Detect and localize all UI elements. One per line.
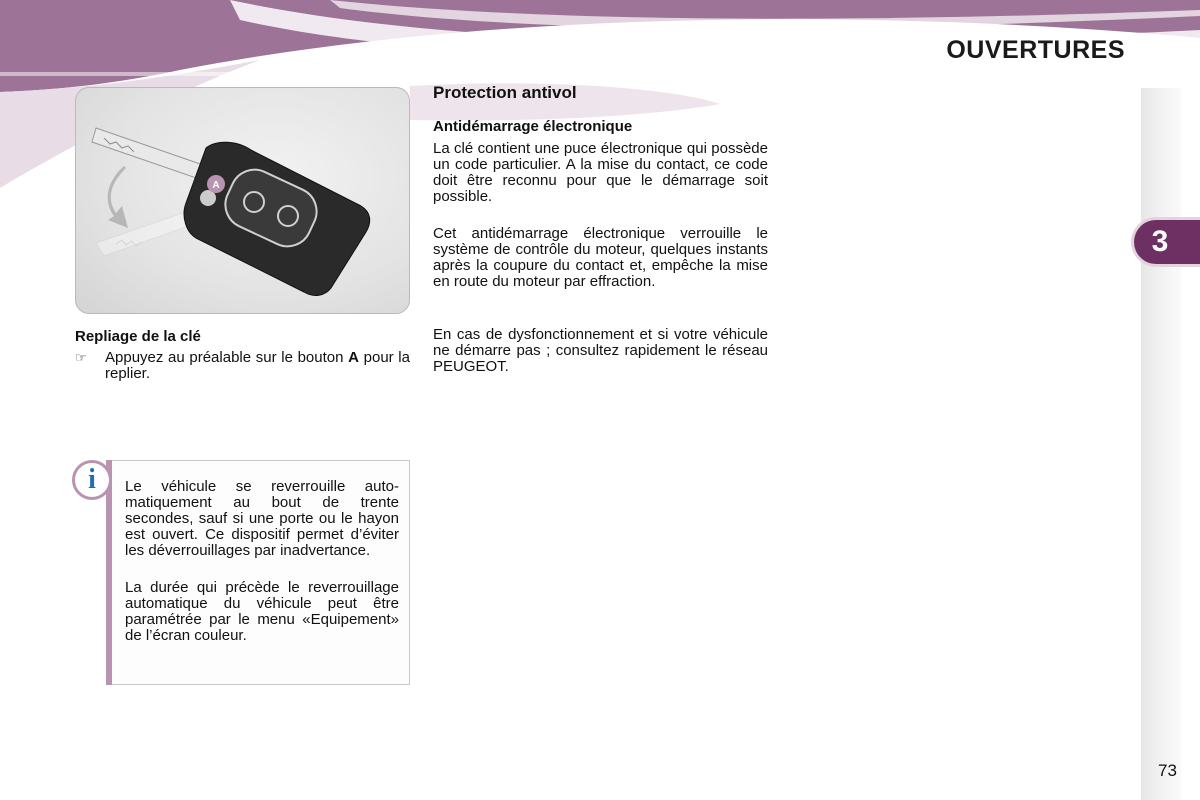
key-photo <box>75 87 410 314</box>
info-icon: i <box>72 460 112 500</box>
fold-heading: Repliage de la clé <box>75 328 201 345</box>
key-blade-icon <box>92 128 206 180</box>
antistart-paragraph-2: Cet antidémarrage électronique verrouille le système de contrôle du moteur, quelques instants après la coupure du contact et, empêche la mise en route du moteur par effraction. <box>433 225 768 290</box>
malfunction-paragraph: En cas de dysfonctionnement et si votre véhicule ne démarre pas ; consultez rapidement le réseau PEUGEOT. <box>433 326 768 375</box>
info-box-accent-bar <box>106 460 112 685</box>
info-paragraph-1: Le véhicule se reverrouille automatiquement au bout de trente secondes, sauf si une porte ou le hayon est ouvert. Ce dispositif permet d’éviter les déverrouillages par inadvertance. <box>125 478 399 559</box>
page-number: 73 <box>1158 761 1177 780</box>
fold-arrow-icon <box>108 166 128 228</box>
info-paragraph-2: La durée qui précède le reverrouillage automatique du véhicule peut être paramétrée par le menu «Equipement» de l’écran couleur. <box>125 579 399 644</box>
fold-text-before: Appuyez au préalable sur le bouton <box>105 349 349 366</box>
antistart-paragraph-1: La clé contient une puce électronique qui possède un code particulier. A la mise du contact, ce code doit être reconnu pour que le démarrage soit possible. <box>433 140 768 205</box>
callout-a-label: A <box>212 180 220 191</box>
hand-pointer-icon: ☞ <box>75 350 87 365</box>
chapter-title: OUVERTURES <box>946 36 1125 64</box>
side-strip <box>1141 88 1181 800</box>
chapter-number: 3 <box>1151 225 1169 258</box>
protection-heading: Protection antivol <box>433 83 577 102</box>
callout-a-badge <box>207 175 225 193</box>
key-fob-icon <box>184 142 370 295</box>
fold-text-after: pour la replier. <box>105 349 410 382</box>
button-a-label: A <box>348 349 359 366</box>
antistart-heading: Antidémarrage électronique <box>433 118 633 135</box>
folding-key-illustration <box>76 88 410 314</box>
fold-instruction-text <box>105 350 410 382</box>
